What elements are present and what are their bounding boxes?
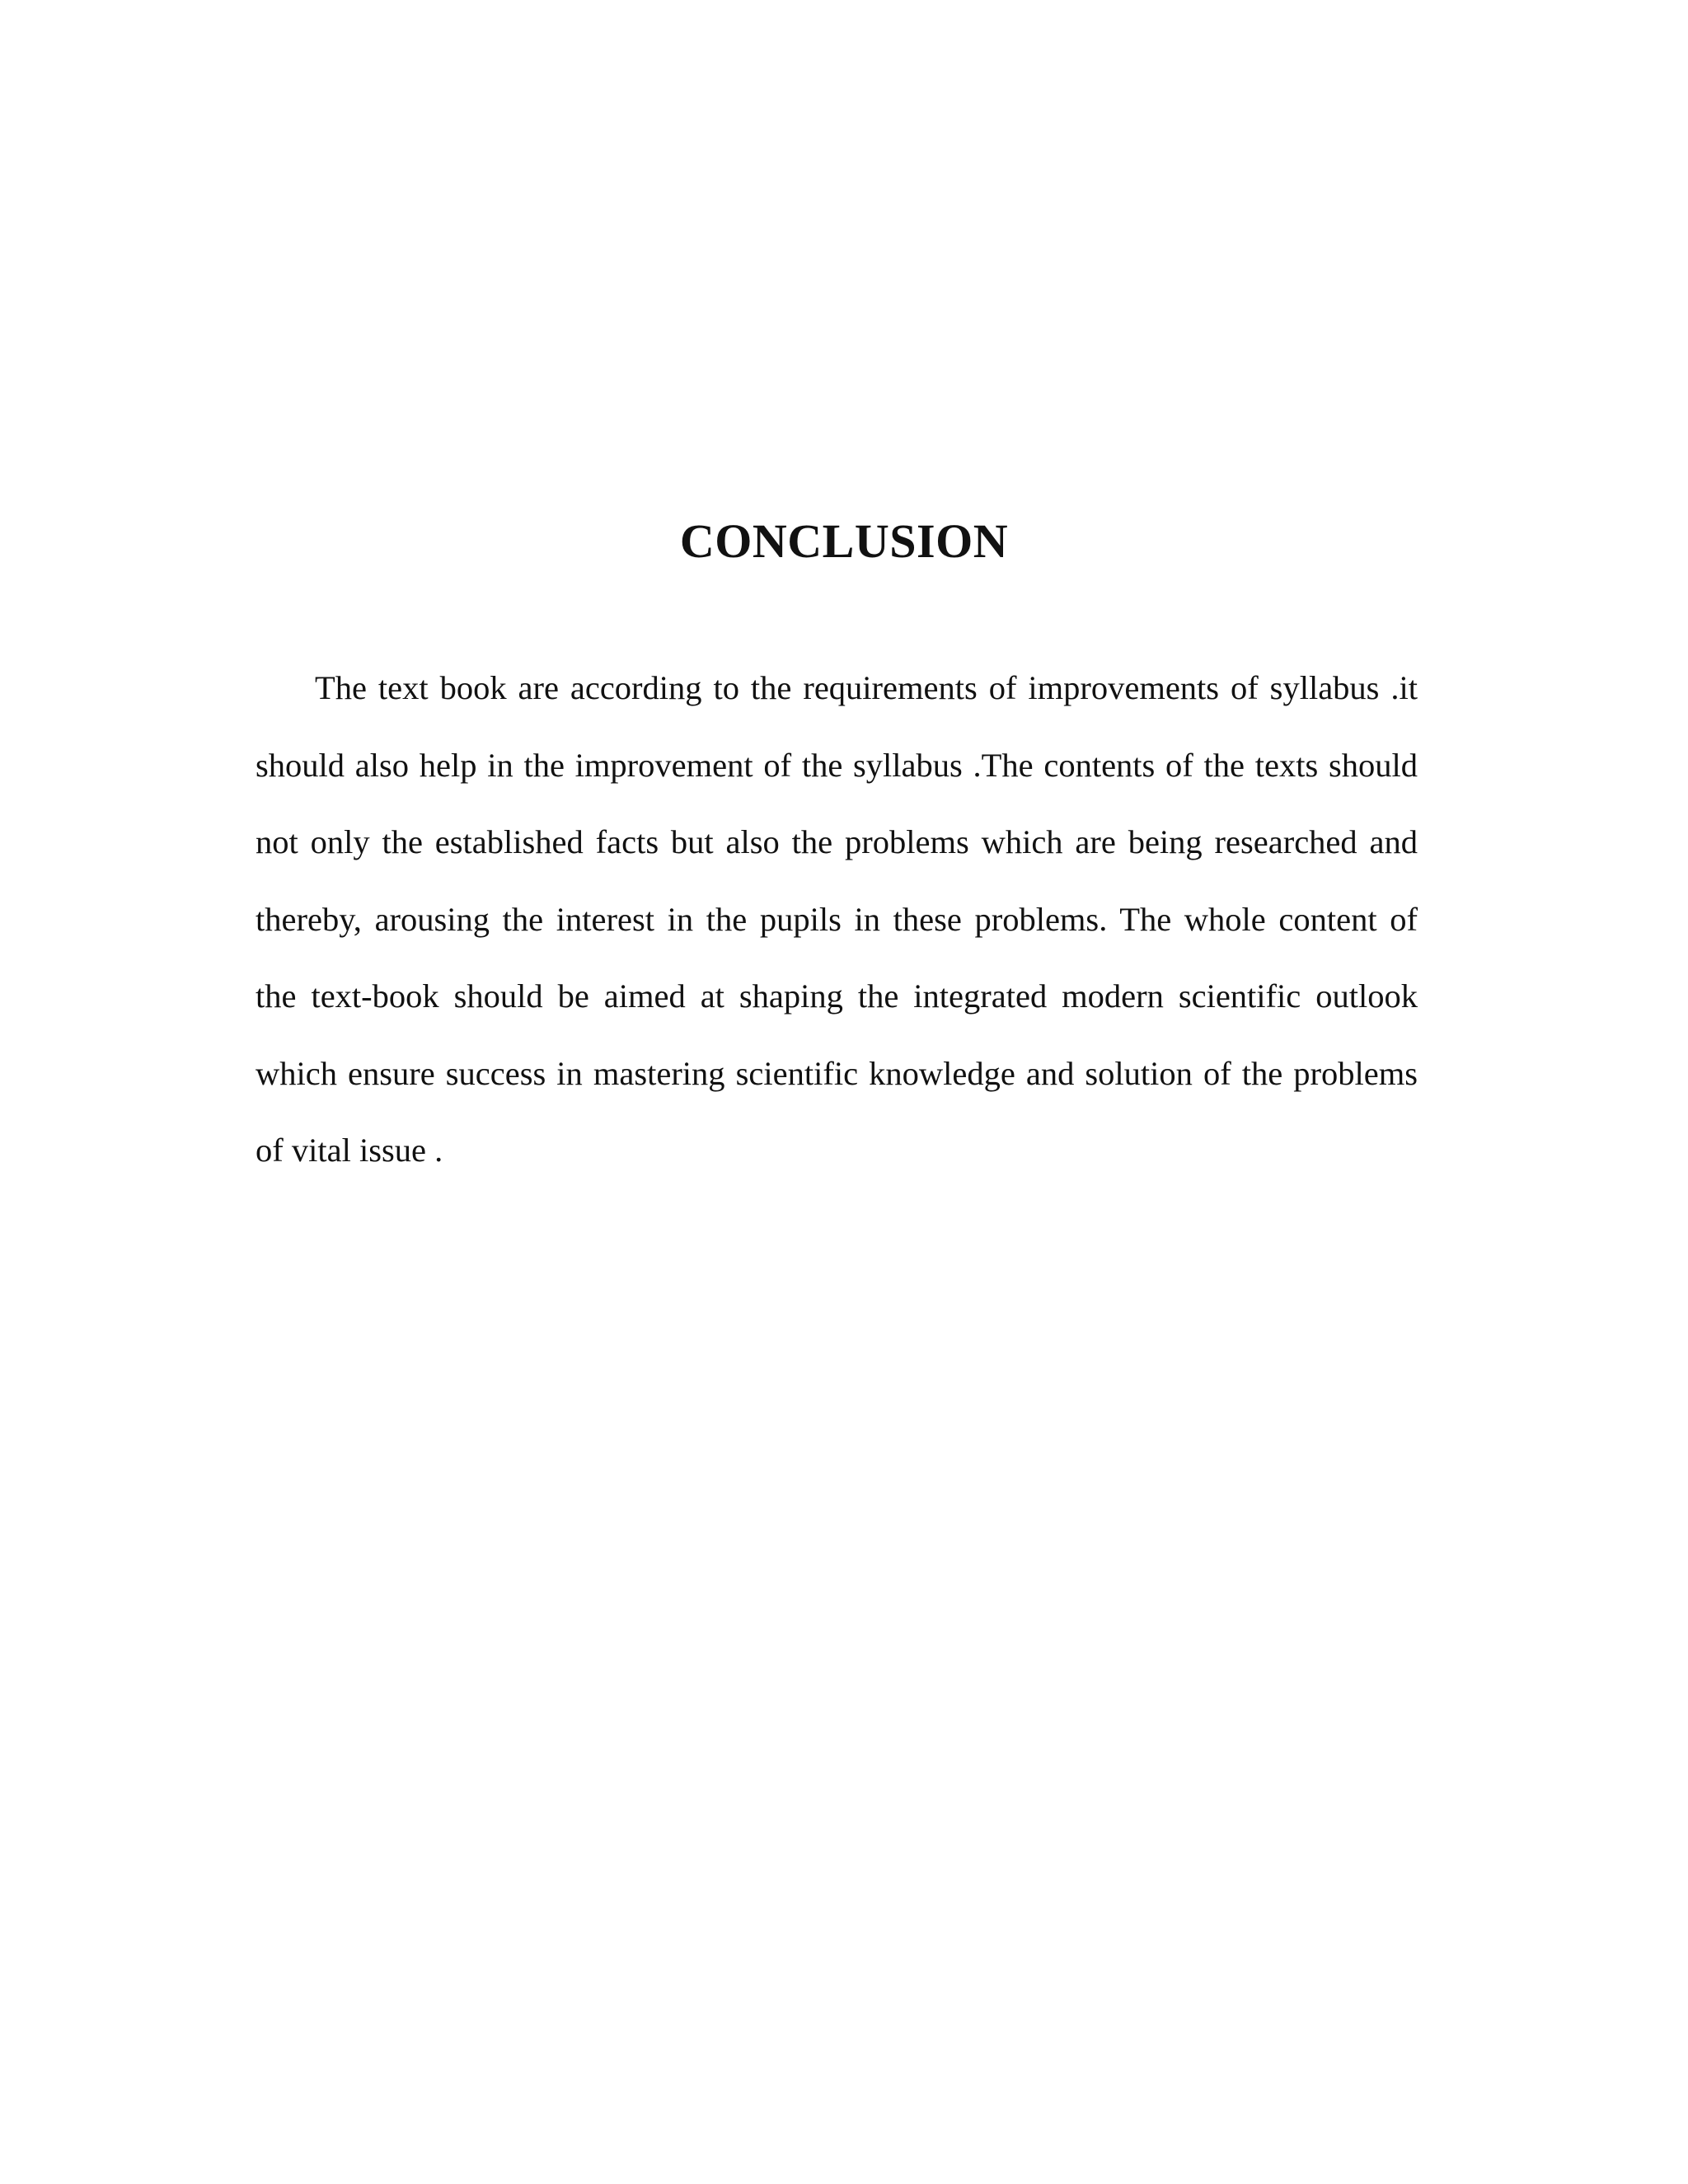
paragraph-line-3: not only the established facts but also the problems which are being researched and [256,823,1418,860]
paragraph-line-7: of vital issue . [256,1132,443,1169]
conclusion-paragraph [256,649,1418,1189]
paragraph-line-2: should also help in the improvement of the syllabus .The contents of the texts should [256,746,1418,784]
paragraph-line-4: thereby, arousing the interest in the pupils in these problems. The whole content of [256,900,1418,938]
paragraph-line-6: which ensure success in mastering scientific knowledge and solution of the problems [256,1054,1418,1092]
page-title: CONCLUSION [679,514,1009,568]
paragraph-line-5: the text-book should be aimed at shaping the integrated modern scientific outlook [256,977,1418,1015]
paragraph-line-1: The text book are according to the requirements of improvements of syllabus .it [315,669,1418,706]
